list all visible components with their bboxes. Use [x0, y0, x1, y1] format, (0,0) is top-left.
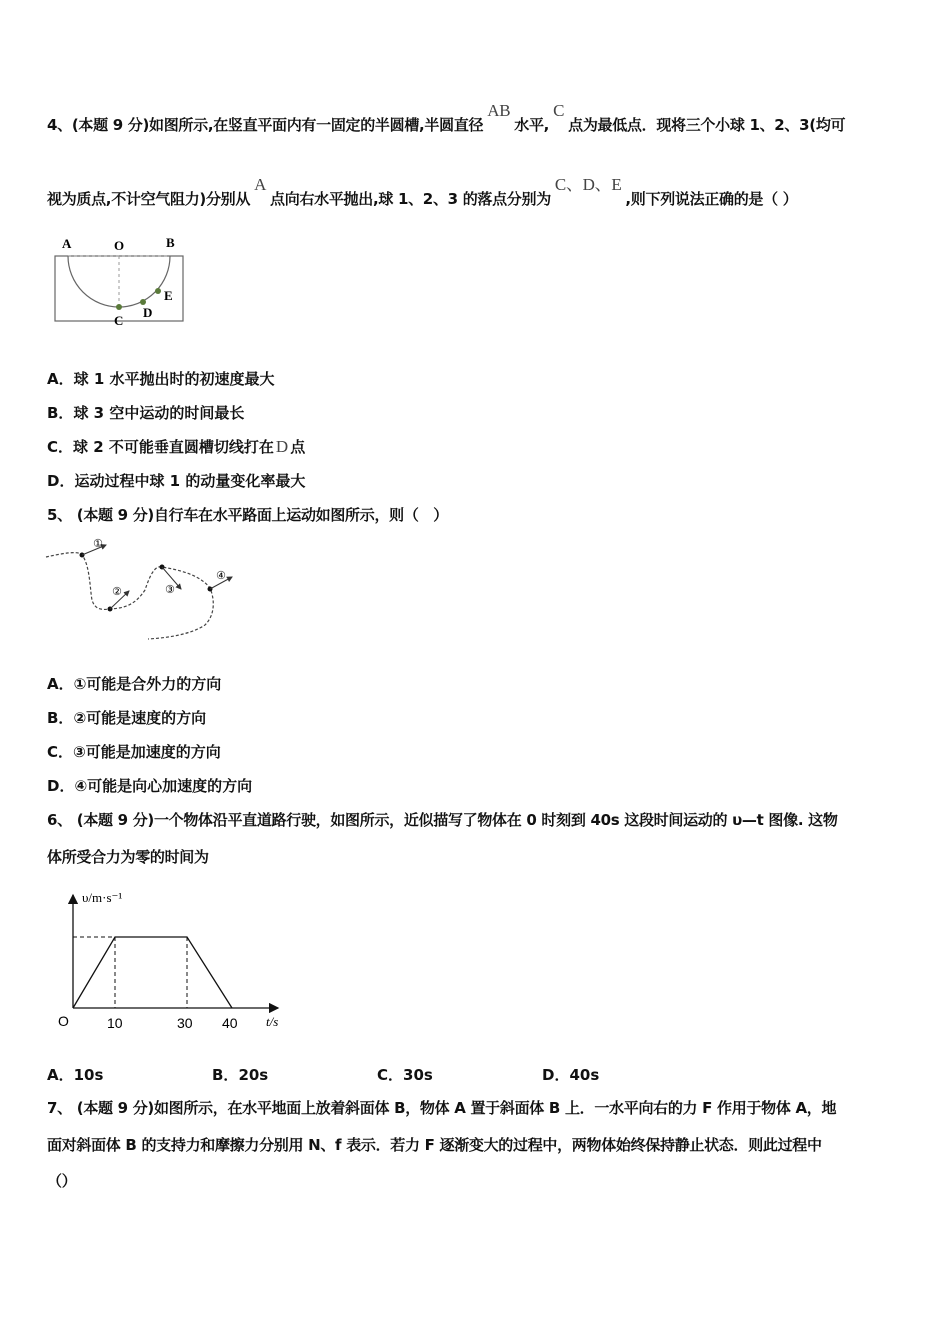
q5-option-c[interactable]: C．③可能是加速度的方向 [47, 743, 221, 761]
label-c: C [114, 313, 124, 328]
q4-symbol-c: C [553, 101, 565, 120]
q6-option-c[interactable]: C．30s [377, 1066, 433, 1084]
q5-option-a[interactable]: A．①可能是合外力的方向 [47, 675, 222, 693]
q4-stem-line2 [47, 175, 798, 209]
q4-option-d[interactable]: D．运动过程中球 1 的动量变化率最大 [47, 472, 306, 490]
q5-path-figure [40, 530, 260, 650]
q6-option-d[interactable]: D．40s [542, 1066, 600, 1084]
q4-option-a[interactable]: A．球 1 水平抛出时的初速度最大 [47, 370, 275, 388]
q5-option-b[interactable]: B．②可能是速度的方向 [47, 709, 207, 727]
q7-stem-line1: 7、 (本题 9 分)如图所示，在水平地面上放着斜面体 B，物体 A 置于斜面体 B 上．一水平向右的力 F 作用于物体 A，地 [47, 1099, 837, 1117]
label-a: A [62, 236, 72, 251]
q7-stem-line3: （） [47, 1172, 77, 1190]
q4-stem-line1 [47, 101, 846, 135]
q4-symbol-a: A [254, 175, 267, 194]
q4-symbol-cde: C、D、E [554, 175, 622, 194]
q4-semicircle-figure [40, 230, 200, 330]
label-3: ③ [165, 583, 175, 596]
q6-option-b[interactable]: B．20s [212, 1066, 269, 1084]
q6-stem-line2: 体所受合力为零的时间为 [47, 848, 209, 866]
q4-text: 点向右水平抛出,球 1、2、3 的落点分别为 [270, 190, 551, 208]
label-2: ② [112, 585, 122, 598]
q4-symbol-ab: AB [487, 101, 511, 120]
velocity-line [73, 937, 232, 1008]
q6-vt-graph [50, 880, 290, 1035]
q6-option-a[interactable]: A．10s [47, 1066, 104, 1084]
y-axis-label: υ/m·s⁻¹ [82, 890, 123, 905]
tick-40: 40 [222, 1015, 238, 1031]
label-4: ④ [216, 569, 226, 582]
label-o: O [114, 238, 125, 253]
x-axis-label: t/s [266, 1014, 279, 1029]
q4-option-c[interactable]: C．球 2 不可能垂直圆槽切线打在 D 点 [47, 437, 306, 456]
tick-10: 10 [107, 1015, 123, 1031]
q4-text: ,则下列说法正确的是（ ） [625, 190, 798, 208]
label-e: E [164, 288, 173, 303]
q5-stem: 5、 (本题 9 分)自行车在水平路面上运动如图所示，则（ ） [47, 506, 448, 524]
q5-option-d[interactable]: D．④可能是向心加速度的方向 [47, 777, 253, 795]
origin-label: O [58, 1013, 69, 1029]
q7-stem-line2: 面对斜面体 B 的支持力和摩擦力分别用 N、f 表示．若力 F 逐渐变大的过程中，两物体始终保持静止状态．则此过程中 [47, 1136, 822, 1154]
q4-text: 视为质点,不计空气阻力)分别从 [47, 190, 251, 208]
label-b: B [166, 235, 175, 250]
q4-text: 点为最低点．现将三个小球 1、2、3(均可 [568, 116, 846, 134]
label-1: ① [93, 537, 103, 550]
q4-option-b[interactable]: B．球 3 空中运动的时间最长 [47, 404, 245, 422]
tick-30: 30 [177, 1015, 193, 1031]
q6-stem-line1: 6、 (本题 9 分)一个物体沿平直道路行驶，如图所示，近似描写了物体在 0 时刻到 40s 这段时间运动的 υ—t 图像. 这物 [47, 811, 838, 829]
q4-text: 水平, [514, 116, 550, 134]
label-d: D [143, 305, 153, 320]
q4-text: 4、(本题 9 分)如图所示,在竖直平面内有一固定的半圆槽,半圆直径 [47, 116, 484, 134]
